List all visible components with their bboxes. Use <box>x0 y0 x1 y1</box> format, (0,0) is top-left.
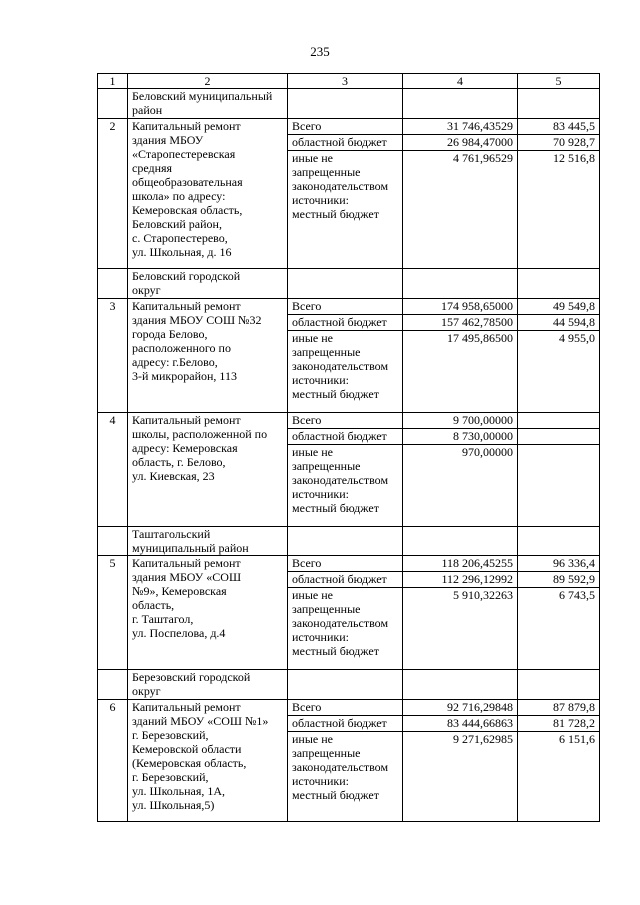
amount-col4: 970,00000 <box>403 445 518 527</box>
group-blank <box>403 269 518 299</box>
table-header-row <box>98 74 600 89</box>
amount-col4: 157 462,78500 <box>403 315 518 331</box>
funding-source: иные не запрещенные законодательством источники: местный бюджет <box>288 331 403 413</box>
group-blank <box>98 670 128 700</box>
group-blank <box>403 670 518 700</box>
column-header: 4 <box>403 74 518 89</box>
amount-col4: 118 206,45255 <box>403 556 518 572</box>
group-label: Беловский городской округ <box>128 269 288 299</box>
group-blank <box>518 89 600 119</box>
group-row <box>98 670 600 700</box>
amount-col4: 5 910,32263 <box>403 588 518 670</box>
funding-source: Всего <box>288 700 403 716</box>
amount-col5: 6 743,5 <box>518 588 600 670</box>
amount-col4: 174 958,65000 <box>403 299 518 315</box>
group-blank <box>288 527 403 556</box>
group-label: Беловский муниципальный район <box>128 89 288 119</box>
amount-col5: 6 151,6 <box>518 732 600 822</box>
object-name: Капитальный ремонт зданий МБОУ «СОШ №1» г. Березовский, Кемеровской области (Кемеровская область, г. Березовский, ул. Школьная, 1А, ул. Школьная,5) <box>128 700 288 822</box>
funding-source: областной бюджет <box>288 716 403 732</box>
amount-col5 <box>518 413 600 429</box>
group-blank <box>518 670 600 700</box>
row-number: 2 <box>98 119 128 269</box>
row-number: 3 <box>98 299 128 413</box>
column-header: 5 <box>518 74 600 89</box>
funding-source: Всего <box>288 119 403 135</box>
funding-source: иные не запрещенные законодательством источники: местный бюджет <box>288 732 403 822</box>
page-number: 235 <box>310 44 330 59</box>
group-row <box>98 89 600 119</box>
amount-col4: 92 716,29848 <box>403 700 518 716</box>
amount-col4: 9 271,62985 <box>403 732 518 822</box>
amount-col5: 96 336,4 <box>518 556 600 572</box>
group-row <box>98 269 600 299</box>
amount-col4: 17 495,86500 <box>403 331 518 413</box>
funding-source: Всего <box>288 413 403 429</box>
table-row <box>98 299 600 315</box>
funding-source: иные не запрещенные законодательством источники: местный бюджет <box>288 588 403 670</box>
group-blank <box>98 527 128 556</box>
table-row <box>98 700 600 716</box>
amount-col5: 4 955,0 <box>518 331 600 413</box>
amount-col5: 89 592,9 <box>518 572 600 588</box>
object-name: Капитальный ремонт здания МБОУ «СОШ №9», Кемеровская область, г. Таштагол, ул. Поспелова, д.4 <box>128 556 288 670</box>
object-name: Капитальный ремонт здания МБОУ СОШ №32 города Белово, расположенного по адресу: г.Белово, 3-й микрорайон, 113 <box>128 299 288 413</box>
column-header: 2 <box>128 74 288 89</box>
group-label: Таштагольский муниципальный район <box>128 527 288 556</box>
funding-source: Всего <box>288 556 403 572</box>
group-blank <box>288 670 403 700</box>
amount-col5: 44 594,8 <box>518 315 600 331</box>
funding-source: областной бюджет <box>288 429 403 445</box>
object-name: Капитальный ремонт здания МБОУ «Старопестеревская средняя общеобразовательная школа» по адресу: Кемеровская область, Беловский район, с. Старопестерево, ул. Школьная, д. 16 <box>128 119 288 269</box>
object-name: Капитальный ремонт школы, расположенной по адресу: Кемеровская область, г. Белово, ул. Киевская, 23 <box>128 413 288 527</box>
column-header: 3 <box>288 74 403 89</box>
amount-col4: 26 984,47000 <box>403 135 518 151</box>
amount-col4: 112 296,12992 <box>403 572 518 588</box>
group-blank <box>518 527 600 556</box>
table-row <box>98 413 600 429</box>
group-blank <box>98 89 128 119</box>
group-blank <box>288 269 403 299</box>
amount-col4: 4 761,96529 <box>403 151 518 269</box>
amount-col4: 31 746,43529 <box>403 119 518 135</box>
funding-source: областной бюджет <box>288 572 403 588</box>
group-blank <box>518 269 600 299</box>
funding-table <box>97 73 600 822</box>
funding-source: областной бюджет <box>288 135 403 151</box>
amount-col4: 83 444,66863 <box>403 716 518 732</box>
group-blank <box>403 89 518 119</box>
table-row <box>98 556 600 572</box>
funding-source: иные не запрещенные законодательством источники: местный бюджет <box>288 151 403 269</box>
funding-source: Всего <box>288 299 403 315</box>
amount-col5: 87 879,8 <box>518 700 600 716</box>
amount-col5 <box>518 429 600 445</box>
group-label: Березовский городской округ <box>128 670 288 700</box>
amount-col5: 70 928,7 <box>518 135 600 151</box>
amount-col5: 83 445,5 <box>518 119 600 135</box>
group-blank <box>288 89 403 119</box>
group-row <box>98 527 600 556</box>
funding-source: областной бюджет <box>288 315 403 331</box>
amount-col5: 49 549,8 <box>518 299 600 315</box>
funding-source: иные не запрещенные законодательством источники: местный бюджет <box>288 445 403 527</box>
table-row <box>98 119 600 135</box>
amount-col5 <box>518 445 600 527</box>
row-number: 5 <box>98 556 128 670</box>
amount-col5: 12 516,8 <box>518 151 600 269</box>
amount-col4: 8 730,00000 <box>403 429 518 445</box>
amount-col5: 81 728,2 <box>518 716 600 732</box>
row-number: 6 <box>98 700 128 822</box>
row-number: 4 <box>98 413 128 527</box>
group-blank <box>403 527 518 556</box>
column-header: 1 <box>98 74 128 89</box>
group-blank <box>98 269 128 299</box>
amount-col4: 9 700,00000 <box>403 413 518 429</box>
